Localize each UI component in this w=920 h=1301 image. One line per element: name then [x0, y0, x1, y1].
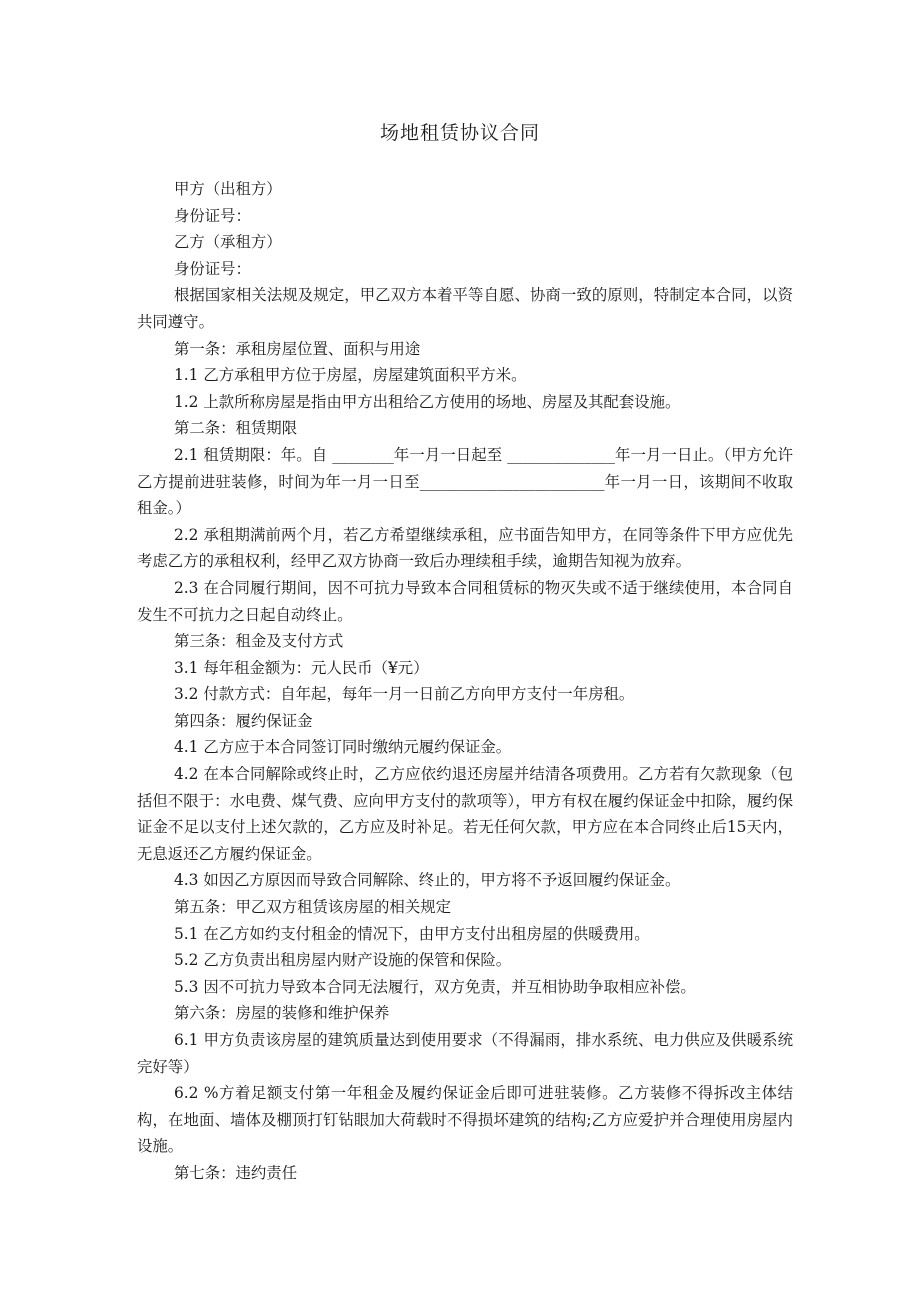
party-b-id-label: 身份证号：	[173, 259, 251, 278]
clause-3-2: 3.2 付款方式：自年起，每年一月一日前乙方向甲方支付一年房租。	[173, 685, 635, 704]
clause-5-3: 5.3 因不可抗力导致本合同无法履行，双方免责，并互相协助争取相应补偿。	[173, 977, 696, 996]
clause-4-2: 4.2 在本合同解除或终止时，乙方应依约退还房屋并结清各项费用。乙方若有欠款现象（包括但不限于：水电费、煤气费、应向甲方支付的款项等），甲方有权在履约保证金中扣除，履约保证金不足以支付上述欠款的，乙方应及时补足。若无任何欠款，甲方应在本合同终止后15天内，无息返还乙方履约保证金。	[137, 765, 793, 863]
article-4-heading: 第四条：履约保证金	[173, 711, 313, 730]
clause-4-3: 4.3 如因乙方原因而导致合同解除、终止的，甲方将不予返回履约保证金。	[173, 871, 681, 890]
article-1-heading: 第一条：承租房屋位置、面积与用途	[173, 339, 421, 358]
clause-6-1: 6.1 甲方负责该房屋的建筑质量达到使用要求（不得漏雨，排水系统、电力供应及供暖系统完好等）	[137, 1031, 793, 1076]
clause-2-2: 2.2 承租期满前两个月，若乙方希望继续承租，应书面告知甲方，在同等条件下甲方应优先考虑乙方的承租权利，经甲乙双方协商一致后办理续租手续，逾期告知视为放弃。	[137, 525, 793, 571]
article-7-heading: 第七条：违约责任	[173, 1163, 298, 1182]
clause-2-1: 2.1 租赁期限：年。自 ________年一月一日起至 ______________年一月一日止。（甲方允许乙方提前进驻装修，时间为年一月一日至________________________年一月一日，该期间不收取租金。）	[137, 445, 793, 518]
article-5-heading: 第五条：甲乙双方租赁该房屋的相关规定	[173, 898, 451, 917]
clause-3-1: 3.1 每年租金额为：元人民币（¥元）	[173, 658, 429, 677]
document-title: 场地租赁协议合同	[379, 122, 540, 144]
article-3-heading: 第三条：租金及支付方式	[173, 632, 344, 651]
party-b-label: 乙方（承租方）	[173, 233, 282, 252]
clause-1-2: 1.2 上款所称房屋是指由甲方出租给乙方使用的场地、房屋及其配套设施。	[173, 392, 681, 411]
clause-4-1: 4.1 乙方应于本合同签订同时缴纳元履约保证金。	[173, 738, 512, 757]
clause-5-1: 5.1 在乙方如约支付租金的情况下，由甲方支付出租房屋的供暖费用。	[173, 924, 650, 943]
party-a-id-label: 身份证号：	[173, 206, 251, 225]
document-body	[137, 176, 793, 1187]
preamble-paragraph: 根据国家相关法规及规定，甲乙双方本着平等自愿、协商一致的原则，特制定本合同，以资共同遵守。	[137, 286, 793, 331]
clause-2-3: 2.3 在合同履行期间，因不可抗力导致本合同租赁标的物灭失或不适于继续使用，本合同自发生不可抗力之日起自动终止。	[137, 578, 793, 624]
article-2-heading: 第二条：租赁期限	[173, 419, 298, 438]
clause-5-2: 5.2 乙方负责出租房屋内财产设施的保管和保险。	[173, 951, 512, 970]
party-a-label: 甲方（出租方）	[173, 180, 282, 198]
article-6-heading: 第六条：房屋的装修和维护保养	[173, 1004, 390, 1023]
clause-6-2: 6.2 %方着足额支付第一年租金及履约保证金后即可进驻装修。乙方装修不得拆改主体结构，在地面、墙体及棚顶打钉钻眼加大荷载时不得损坏建筑的结构;乙方应爱护并合理使用房屋内设施。	[137, 1084, 793, 1156]
clause-1-1: 1.1 乙方承租甲方位于房屋，房屋建筑面积平方米。	[173, 366, 527, 385]
